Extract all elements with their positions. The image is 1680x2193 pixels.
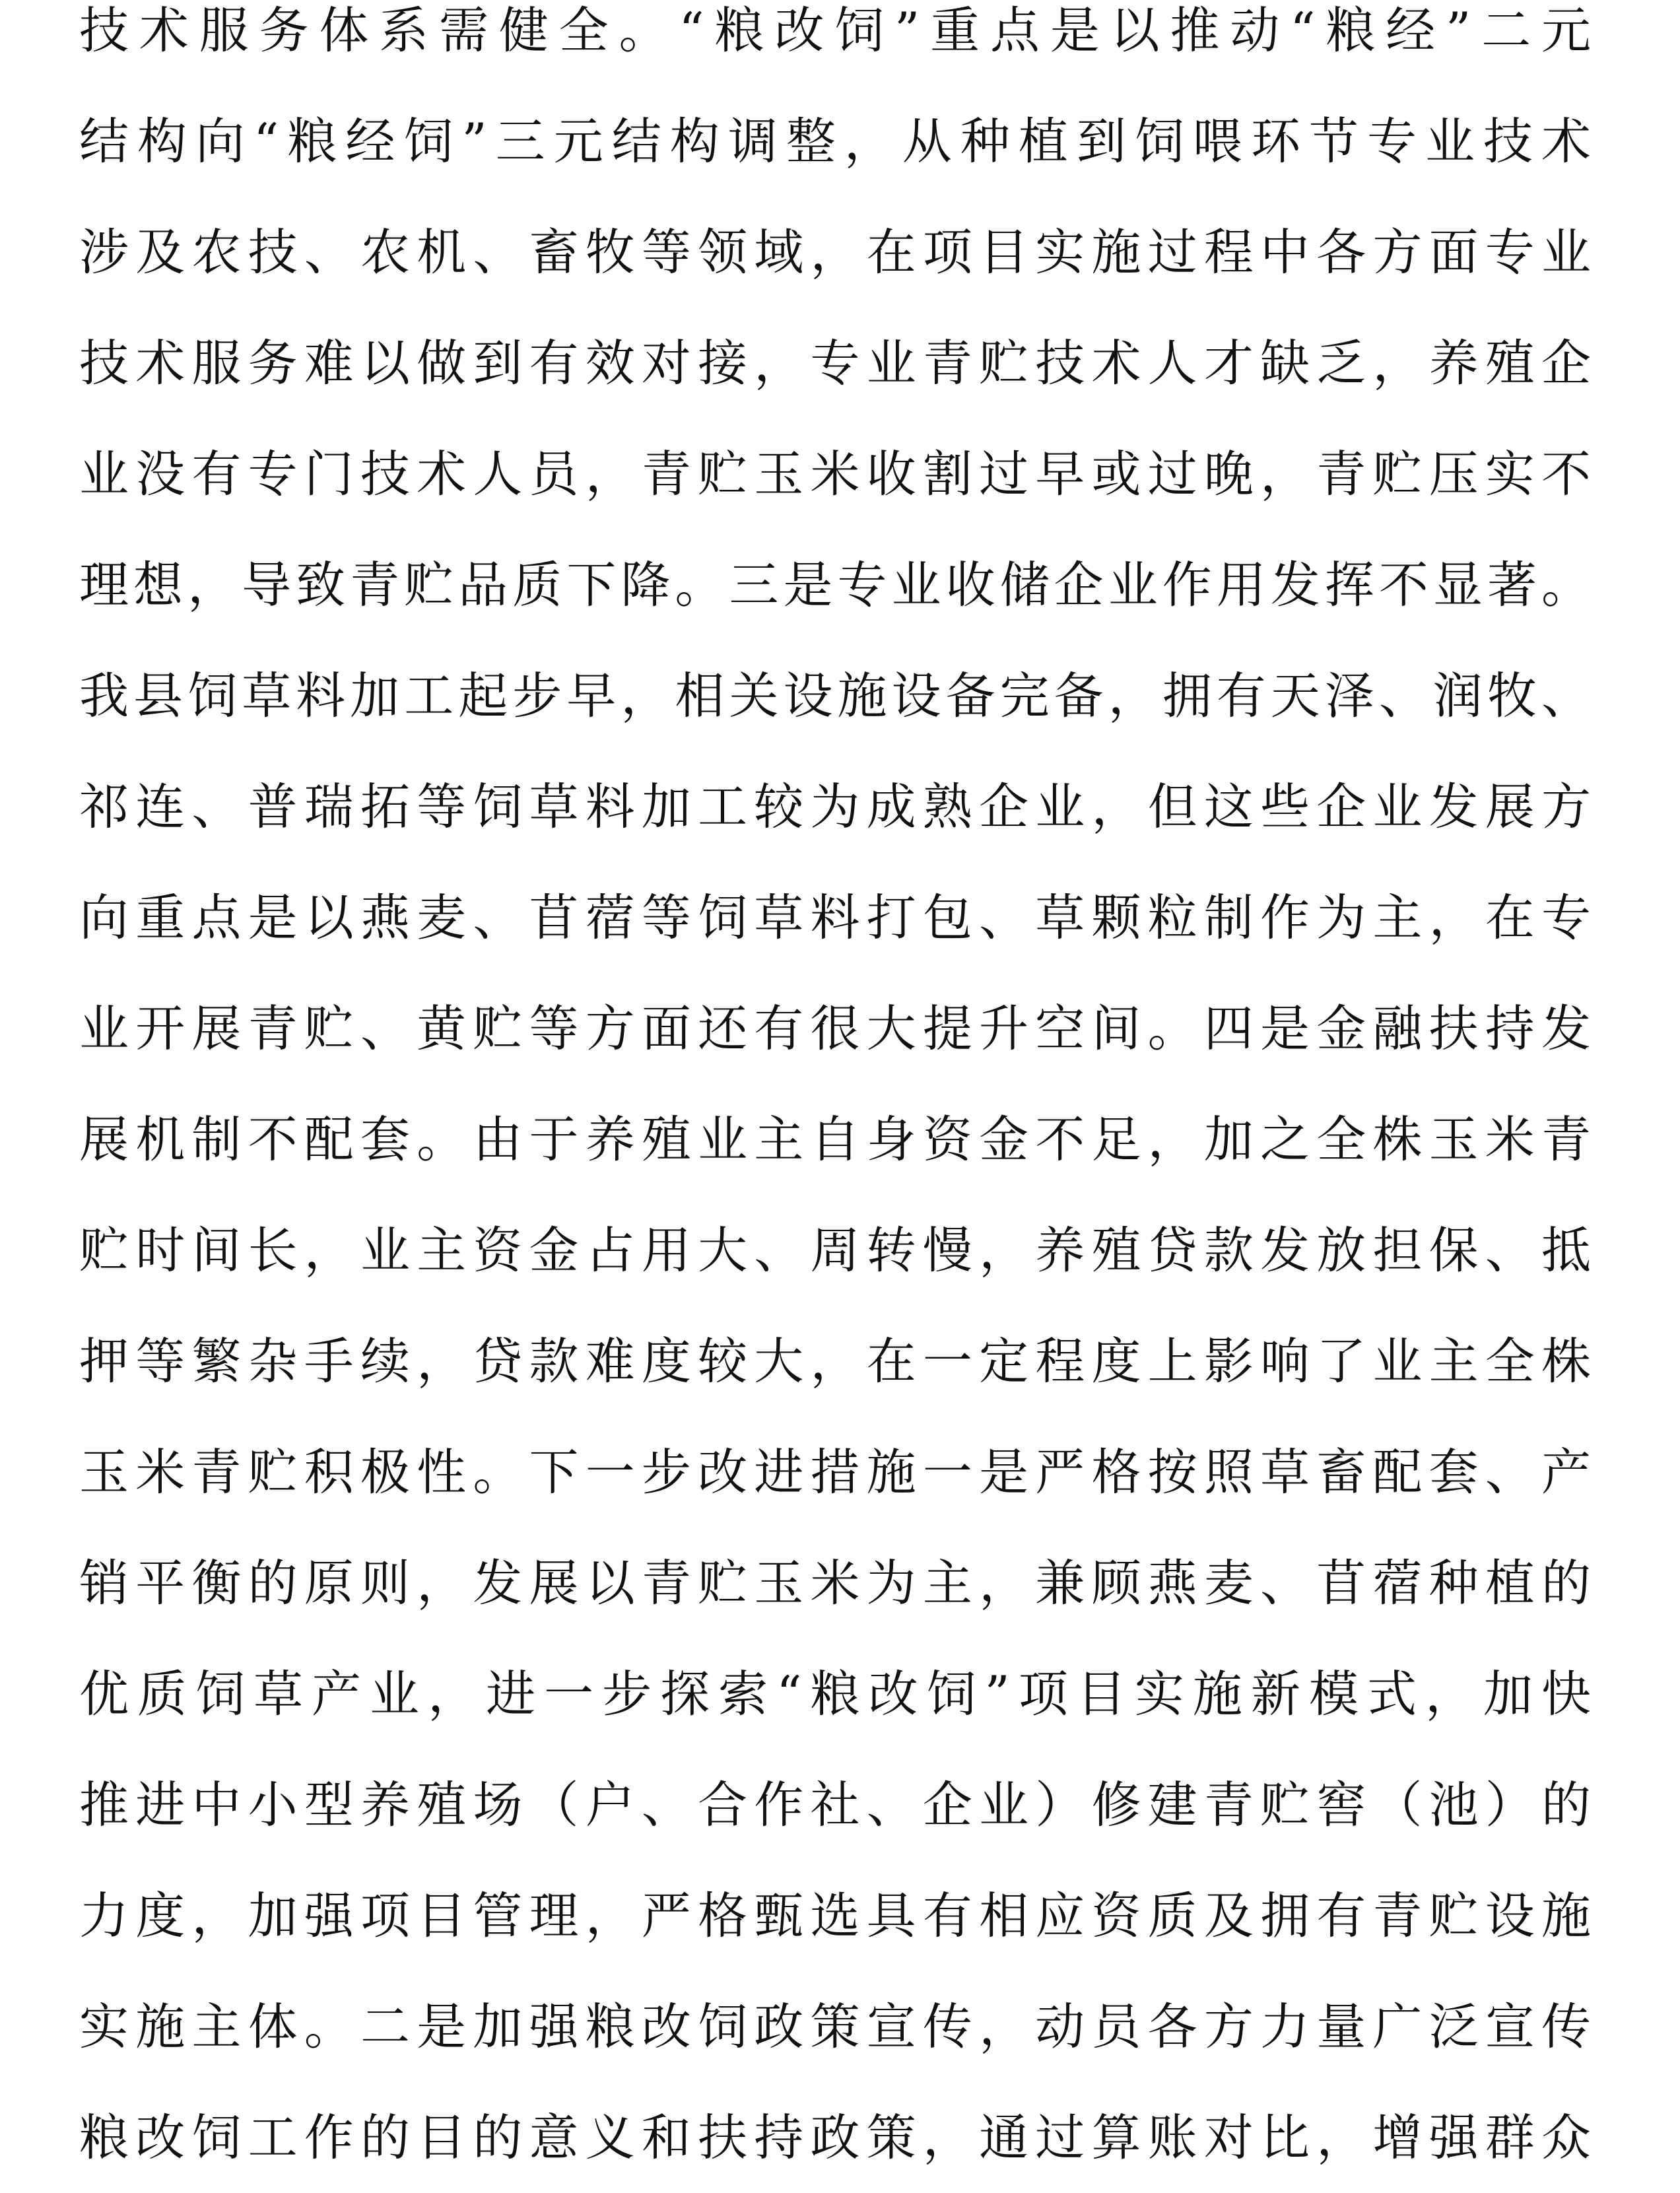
text-line-7: 我县饲草料加工起步早，相关设施设备完备，拥有天泽、润牧、 [79, 667, 1591, 725]
text-line-4: 技术服务难以做到有效对接，专业青贮技术人才缺乏，养殖企 [79, 334, 1591, 392]
text-line-12: 贮时间长，业主资金占用大、周转慢，养殖贷款发放担保、抵 [79, 1221, 1591, 1279]
text-line-5: 业没有专门技术人员，青贮玉米收割过早或过晚，青贮压实不 [79, 445, 1591, 503]
text-line-18: 力度，加强项目管理，严格甄选具有相应资质及拥有青贮设施 [79, 1887, 1591, 1945]
text-line-20: 粮改饲工作的目的意义和扶持政策，通过算账对比，增强群众 [79, 2109, 1591, 2167]
text-line-17: 推进中小型养殖场（户、合作社、企业）修建青贮窖（池）的 [79, 1776, 1591, 1834]
text-line-9: 向重点是以燕麦、苜蓿等饲草料打包、草颗粒制作为主，在专 [79, 889, 1591, 947]
text-line-2: 结构向“粮经饲”三元结构调整，从种植到饲喂环节专业技术 [79, 112, 1591, 170]
text-line-11: 展机制不配套。由于养殖业主自身资金不足，加之全株玉米青 [79, 1110, 1591, 1168]
text-line-10: 业开展青贮、黄贮等方面还有很大提升空间。四是金融扶持发 [79, 999, 1591, 1058]
text-line-19: 实施主体。二是加强粮改饲政策宣传，动员各方力量广泛宣传 [79, 1998, 1591, 2056]
text-line-8: 祁连、普瑞拓等饲草料加工较为成熟企业，但这些企业发展方 [79, 778, 1591, 836]
text-line-15: 销平衡的原则，发展以青贮玉米为主，兼顾燕麦、苜蓿种植的 [79, 1554, 1591, 1612]
text-line-13: 押等繁杂手续，贷款难度较大，在一定程度上影响了业主全株 [79, 1332, 1591, 1390]
text-line-14: 玉米青贮积极性。下一步改进措施一是严格按照草畜配套、产 [79, 1443, 1591, 1501]
text-line-16: 优质饲草产业，进一步探索“粮改饲”项目实施新模式，加快 [79, 1665, 1591, 1723]
text-line-6: 理想，导致青贮品质下降。三是专业收储企业作用发挥不显著。 [79, 556, 1591, 614]
text-line-3: 涉及农技、农机、畜牧等领域，在项目实施过程中各方面专业 [79, 223, 1591, 281]
text-line-1: 技术服务体系需健全。“粮改饲”重点是以推动“粮经”二元 [79, 1, 1591, 59]
